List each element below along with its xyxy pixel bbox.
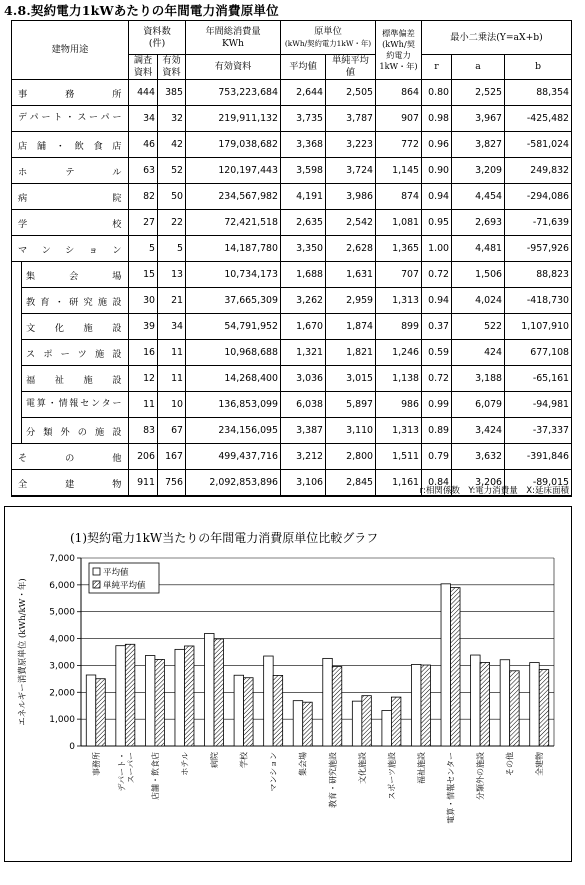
cell-simple: 3,787 [326,106,376,132]
cell-avg: 3,735 [281,106,326,132]
cell-b: 88,823 [505,262,572,288]
bar-chart [5,507,571,861]
cell-a: 3,188 [452,366,505,392]
row-building-use: 電算・情報センター [22,392,129,418]
cell-b: -425,482 [505,106,572,132]
cell-total: 136,853,099 [186,392,281,418]
bar-simple-average [214,639,224,746]
cell-surveyed: 12 [129,366,158,392]
cell-r: 0.37 [422,314,452,340]
cell-r: 0.80 [422,80,452,106]
header-total-valid: 有効資料 [186,55,281,80]
x-tick-label: 福祉施設 [416,752,426,784]
header-r: r [422,55,452,80]
header-unit-group: 原単位 (kWh/契約電力1kW・年) [281,21,376,55]
bar-average [500,660,510,746]
bar-average [471,655,481,746]
cell-surveyed: 206 [129,444,158,470]
cell-b: -581,024 [505,132,572,158]
bar-simple-average [539,670,549,746]
cell-b: -94,981 [505,392,572,418]
cell-total: 10,734,173 [186,262,281,288]
cell-total: 753,223,684 [186,80,281,106]
cell-simple: 3,986 [326,184,376,210]
y-tick-label: 0 [69,742,75,752]
bar-simple-average [273,675,283,746]
bar-simple-average [332,667,342,746]
row-building-use: 事務所 [12,80,129,106]
bar-simple-average [303,702,313,746]
cell-total: 234,567,982 [186,184,281,210]
cell-valid: 11 [158,340,186,366]
cell-surveyed: 83 [129,418,158,444]
cell-avg: 2,644 [281,80,326,106]
cell-surveyed: 82 [129,184,158,210]
cell-b: -391,846 [505,444,572,470]
header-building-use: 建物用途 [12,21,129,80]
y-tick-label: 2,000 [49,688,75,699]
y-tick-label: 5,000 [49,607,75,618]
cell-simple: 1,874 [326,314,376,340]
cell-avg: 3,212 [281,444,326,470]
bar-simple-average [510,671,520,746]
cell-a: 2,693 [452,210,505,236]
cell-r: 0.72 [422,366,452,392]
x-tick-label: 電算・情報センター [446,752,456,824]
cell-r: 0.96 [422,132,452,158]
cell-sd: 1,145 [376,158,422,184]
row-indent [12,288,22,314]
cell-b: -71,639 [505,210,572,236]
cell-b: -294,086 [505,184,572,210]
cell-avg: 3,106 [281,470,326,497]
cell-sd: 772 [376,132,422,158]
bar-simple-average [96,679,106,746]
cell-simple: 1,631 [326,262,376,288]
cell-r: 0.94 [422,184,452,210]
cell-avg: 2,635 [281,210,326,236]
cell-r: 0.94 [422,288,452,314]
page-title: 4.8.契約電力1kWあたりの年間電力消費原単位 [4,3,279,18]
header-total-consumption: 年間総消費量 KWh [186,21,281,55]
cell-sd: 1,365 [376,236,422,262]
bar-simple-average [421,665,431,746]
cell-surveyed: 11 [129,392,158,418]
cell-valid: 22 [158,210,186,236]
legend-label: 平均値 [103,568,129,578]
cell-a: 522 [452,314,505,340]
cell-simple: 5,897 [326,392,376,418]
header-surveyed: 調査 資料 [129,55,158,80]
header-lsq: 最小二乗法(Y=aX+b) [422,21,572,55]
row-building-use: 分類外の施設 [22,418,129,444]
cell-surveyed: 27 [129,210,158,236]
bar-average [234,675,244,746]
bar-simple-average [391,697,401,746]
cell-avg: 3,368 [281,132,326,158]
cell-surveyed: 30 [129,288,158,314]
cell-valid: 67 [158,418,186,444]
bar-average [352,701,362,746]
x-tick-label: 分類外の施設 [476,752,486,800]
cell-a: 3,424 [452,418,505,444]
cell-sd: 874 [376,184,422,210]
cell-total: 499,437,716 [186,444,281,470]
header-avg: 平均値 [281,55,326,80]
cell-surveyed: 34 [129,106,158,132]
data-table-container [11,20,571,497]
row-building-use: マンション [12,236,129,262]
x-tick-label: スポーツ施設 [387,752,397,800]
bar-simple-average [362,696,372,746]
bar-average [441,584,451,746]
header-simple-avg: 単純平均 値 [326,55,376,80]
cell-avg: 4,191 [281,184,326,210]
row-building-use: デパート・スーパー [12,106,129,132]
cell-total: 14,187,780 [186,236,281,262]
bar-average [205,633,215,746]
bar-simple-average [244,678,254,746]
row-building-use: スポーツ施設 [22,340,129,366]
cell-sd: 1,138 [376,366,422,392]
cell-surveyed: 444 [129,80,158,106]
cell-simple: 2,505 [326,80,376,106]
table-row [12,392,572,418]
row-indent [12,392,22,418]
row-building-use: ホテル [12,158,129,184]
table-row [12,184,572,210]
cell-total: 179,038,682 [186,132,281,158]
table-row [12,288,572,314]
cell-a: 4,024 [452,288,505,314]
bar-average [293,701,303,746]
cell-a: 4,454 [452,184,505,210]
cell-avg: 1,670 [281,314,326,340]
y-tick-label: 6,000 [49,580,75,591]
cell-a: 424 [452,340,505,366]
cell-total: 219,911,132 [186,106,281,132]
cell-total: 120,197,443 [186,158,281,184]
cell-simple: 2,628 [326,236,376,262]
cell-b: -37,337 [505,418,572,444]
cell-total: 54,791,952 [186,314,281,340]
header-a: a [452,55,505,80]
bar-simple-average [184,646,194,746]
cell-avg: 3,387 [281,418,326,444]
row-indent [12,314,22,340]
table-row [12,132,572,158]
bar-average [530,663,540,746]
x-tick-label: 全建物 [535,752,545,776]
bar-simple-average [125,644,135,746]
bar-simple-average [155,659,165,746]
chart-title: (1)契約電力1kW当たりの年間電力消費原単位比較グラフ [70,531,379,545]
cell-sd: 986 [376,392,422,418]
cell-total: 234,156,095 [186,418,281,444]
cell-a: 3,206 [452,470,505,497]
cell-surveyed: 16 [129,340,158,366]
x-tick-label: 店舗・飲食店 [150,752,160,800]
cell-total: 10,968,688 [186,340,281,366]
table-row [12,262,572,288]
table-row [12,80,572,106]
bar-average [116,646,126,746]
cell-valid: 13 [158,262,186,288]
table-row [12,210,572,236]
row-building-use: 福祉施設 [22,366,129,392]
cell-sd: 707 [376,262,422,288]
header-count-group: 資料数 (件) [129,21,186,55]
energy-unit-table [11,20,572,497]
legend-swatch [93,568,100,575]
cell-avg: 3,350 [281,236,326,262]
cell-b: -957,926 [505,236,572,262]
table-row [12,418,572,444]
cell-b: -418,730 [505,288,572,314]
table-row [12,158,572,184]
cell-surveyed: 46 [129,132,158,158]
y-tick-label: 1,000 [49,715,75,726]
cell-avg: 1,321 [281,340,326,366]
row-building-use: 集会場 [22,262,129,288]
x-tick-label: 教育・研究施設 [328,752,338,808]
cell-sd: 1,161 [376,470,422,497]
cell-a: 3,967 [452,106,505,132]
cell-total: 72,421,518 [186,210,281,236]
cell-valid: 50 [158,184,186,210]
bar-average [145,656,155,746]
cell-sd: 907 [376,106,422,132]
cell-avg: 1,688 [281,262,326,288]
row-building-use: その他 [12,444,129,470]
cell-surveyed: 15 [129,262,158,288]
cell-sd: 1,511 [376,444,422,470]
cell-sd: 1,081 [376,210,422,236]
cell-a: 1,506 [452,262,505,288]
x-tick-label: スーパー [126,752,136,784]
bar-average [175,649,185,746]
row-building-use: 全建物 [12,470,129,497]
bar-simple-average [451,588,461,746]
cell-surveyed: 5 [129,236,158,262]
cell-sd: 1,313 [376,288,422,314]
cell-valid: 5 [158,236,186,262]
table-row [12,314,572,340]
row-building-use: 教育・研究施設 [22,288,129,314]
cell-surveyed: 39 [129,314,158,340]
y-axis-label: エネルギー消費原単位 (kWh/kW・年) [18,578,28,726]
cell-r: 0.99 [422,392,452,418]
cell-simple: 3,110 [326,418,376,444]
cell-valid: 756 [158,470,186,497]
header-stddev: 標準偏差 (kWh/契 約電力 1kW・年) [376,21,422,80]
cell-r: 0.95 [422,210,452,236]
x-tick-label: 事務所 [91,752,101,776]
y-tick-label: 7,000 [49,554,75,564]
row-building-use: 病院 [12,184,129,210]
row-indent [12,366,22,392]
cell-valid: 42 [158,132,186,158]
cell-valid: 34 [158,314,186,340]
cell-simple: 2,800 [326,444,376,470]
cell-simple: 3,724 [326,158,376,184]
cell-simple: 3,223 [326,132,376,158]
x-tick-label: 文化施設 [357,752,367,784]
cell-b: 1,107,910 [505,314,572,340]
cell-r: 0.90 [422,158,452,184]
cell-a: 4,481 [452,236,505,262]
cell-valid: 52 [158,158,186,184]
cell-simple: 2,845 [326,470,376,497]
y-tick-label: 4,000 [49,634,75,645]
row-indent [12,340,22,366]
cell-a: 3,827 [452,132,505,158]
cell-a: 6,079 [452,392,505,418]
legend-swatch [93,581,100,588]
cell-r: 0.89 [422,418,452,444]
cell-r: 0.72 [422,262,452,288]
cell-valid: 385 [158,80,186,106]
cell-valid: 167 [158,444,186,470]
cell-avg: 3,262 [281,288,326,314]
bar-average [411,664,421,746]
cell-r: 0.59 [422,340,452,366]
table-row [12,366,572,392]
cell-surveyed: 911 [129,470,158,497]
cell-b: 677,108 [505,340,572,366]
cell-avg: 6,038 [281,392,326,418]
row-building-use: 文化施設 [22,314,129,340]
row-building-use: 学校 [12,210,129,236]
cell-avg: 3,036 [281,366,326,392]
x-tick-label: 病院 [210,752,220,768]
cell-b: 88,354 [505,80,572,106]
cell-r: 0.98 [422,106,452,132]
x-tick-label: デパート・ [117,752,127,792]
cell-sd: 864 [376,80,422,106]
cell-total: 37,665,309 [186,288,281,314]
bar-average [323,658,333,746]
cell-r: 1.00 [422,236,452,262]
header-b: b [505,55,572,80]
cell-valid: 21 [158,288,186,314]
x-tick-label: ホテル [180,752,190,776]
cell-valid: 10 [158,392,186,418]
header-valid: 有効 資料 [158,55,186,80]
table-body [12,80,572,497]
cell-b: -65,161 [505,366,572,392]
cell-a: 3,632 [452,444,505,470]
cell-a: 2,525 [452,80,505,106]
cell-simple: 2,542 [326,210,376,236]
cell-simple: 1,821 [326,340,376,366]
chart-panel [4,506,572,862]
table-row [12,236,572,262]
cell-simple: 2,959 [326,288,376,314]
x-tick-label: その他 [505,752,515,776]
x-tick-label: マンション [269,752,279,792]
cell-r: 0.84 [422,470,452,497]
bar-average [264,656,274,746]
bar-simple-average [480,662,490,746]
cell-surveyed: 63 [129,158,158,184]
y-tick-label: 3,000 [49,661,75,672]
cell-valid: 32 [158,106,186,132]
row-indent [12,262,22,288]
legend-label: 単純平均値 [103,581,146,591]
bar-average [382,711,392,746]
cell-total: 14,268,400 [186,366,281,392]
cell-sd: 1,246 [376,340,422,366]
cell-b: 249,832 [505,158,572,184]
table-row [12,444,572,470]
cell-b: -89,015 [505,470,572,497]
table-row [12,106,572,132]
cell-sd: 1,313 [376,418,422,444]
table-note: r:相関係数 Y:電力消費量 X:延床面積 [419,486,569,496]
cell-valid: 11 [158,366,186,392]
x-tick-label: 集会場 [298,752,308,776]
cell-total: 2,092,853,896 [186,470,281,497]
cell-r: 0.79 [422,444,452,470]
bar-average [86,675,96,746]
cell-sd: 899 [376,314,422,340]
row-indent [12,418,22,444]
cell-simple: 3,015 [326,366,376,392]
table-row [12,340,572,366]
x-tick-label: 学校 [239,752,249,768]
cell-avg: 3,598 [281,158,326,184]
row-building-use: 店舗・飲食店 [12,132,129,158]
cell-a: 3,209 [452,158,505,184]
